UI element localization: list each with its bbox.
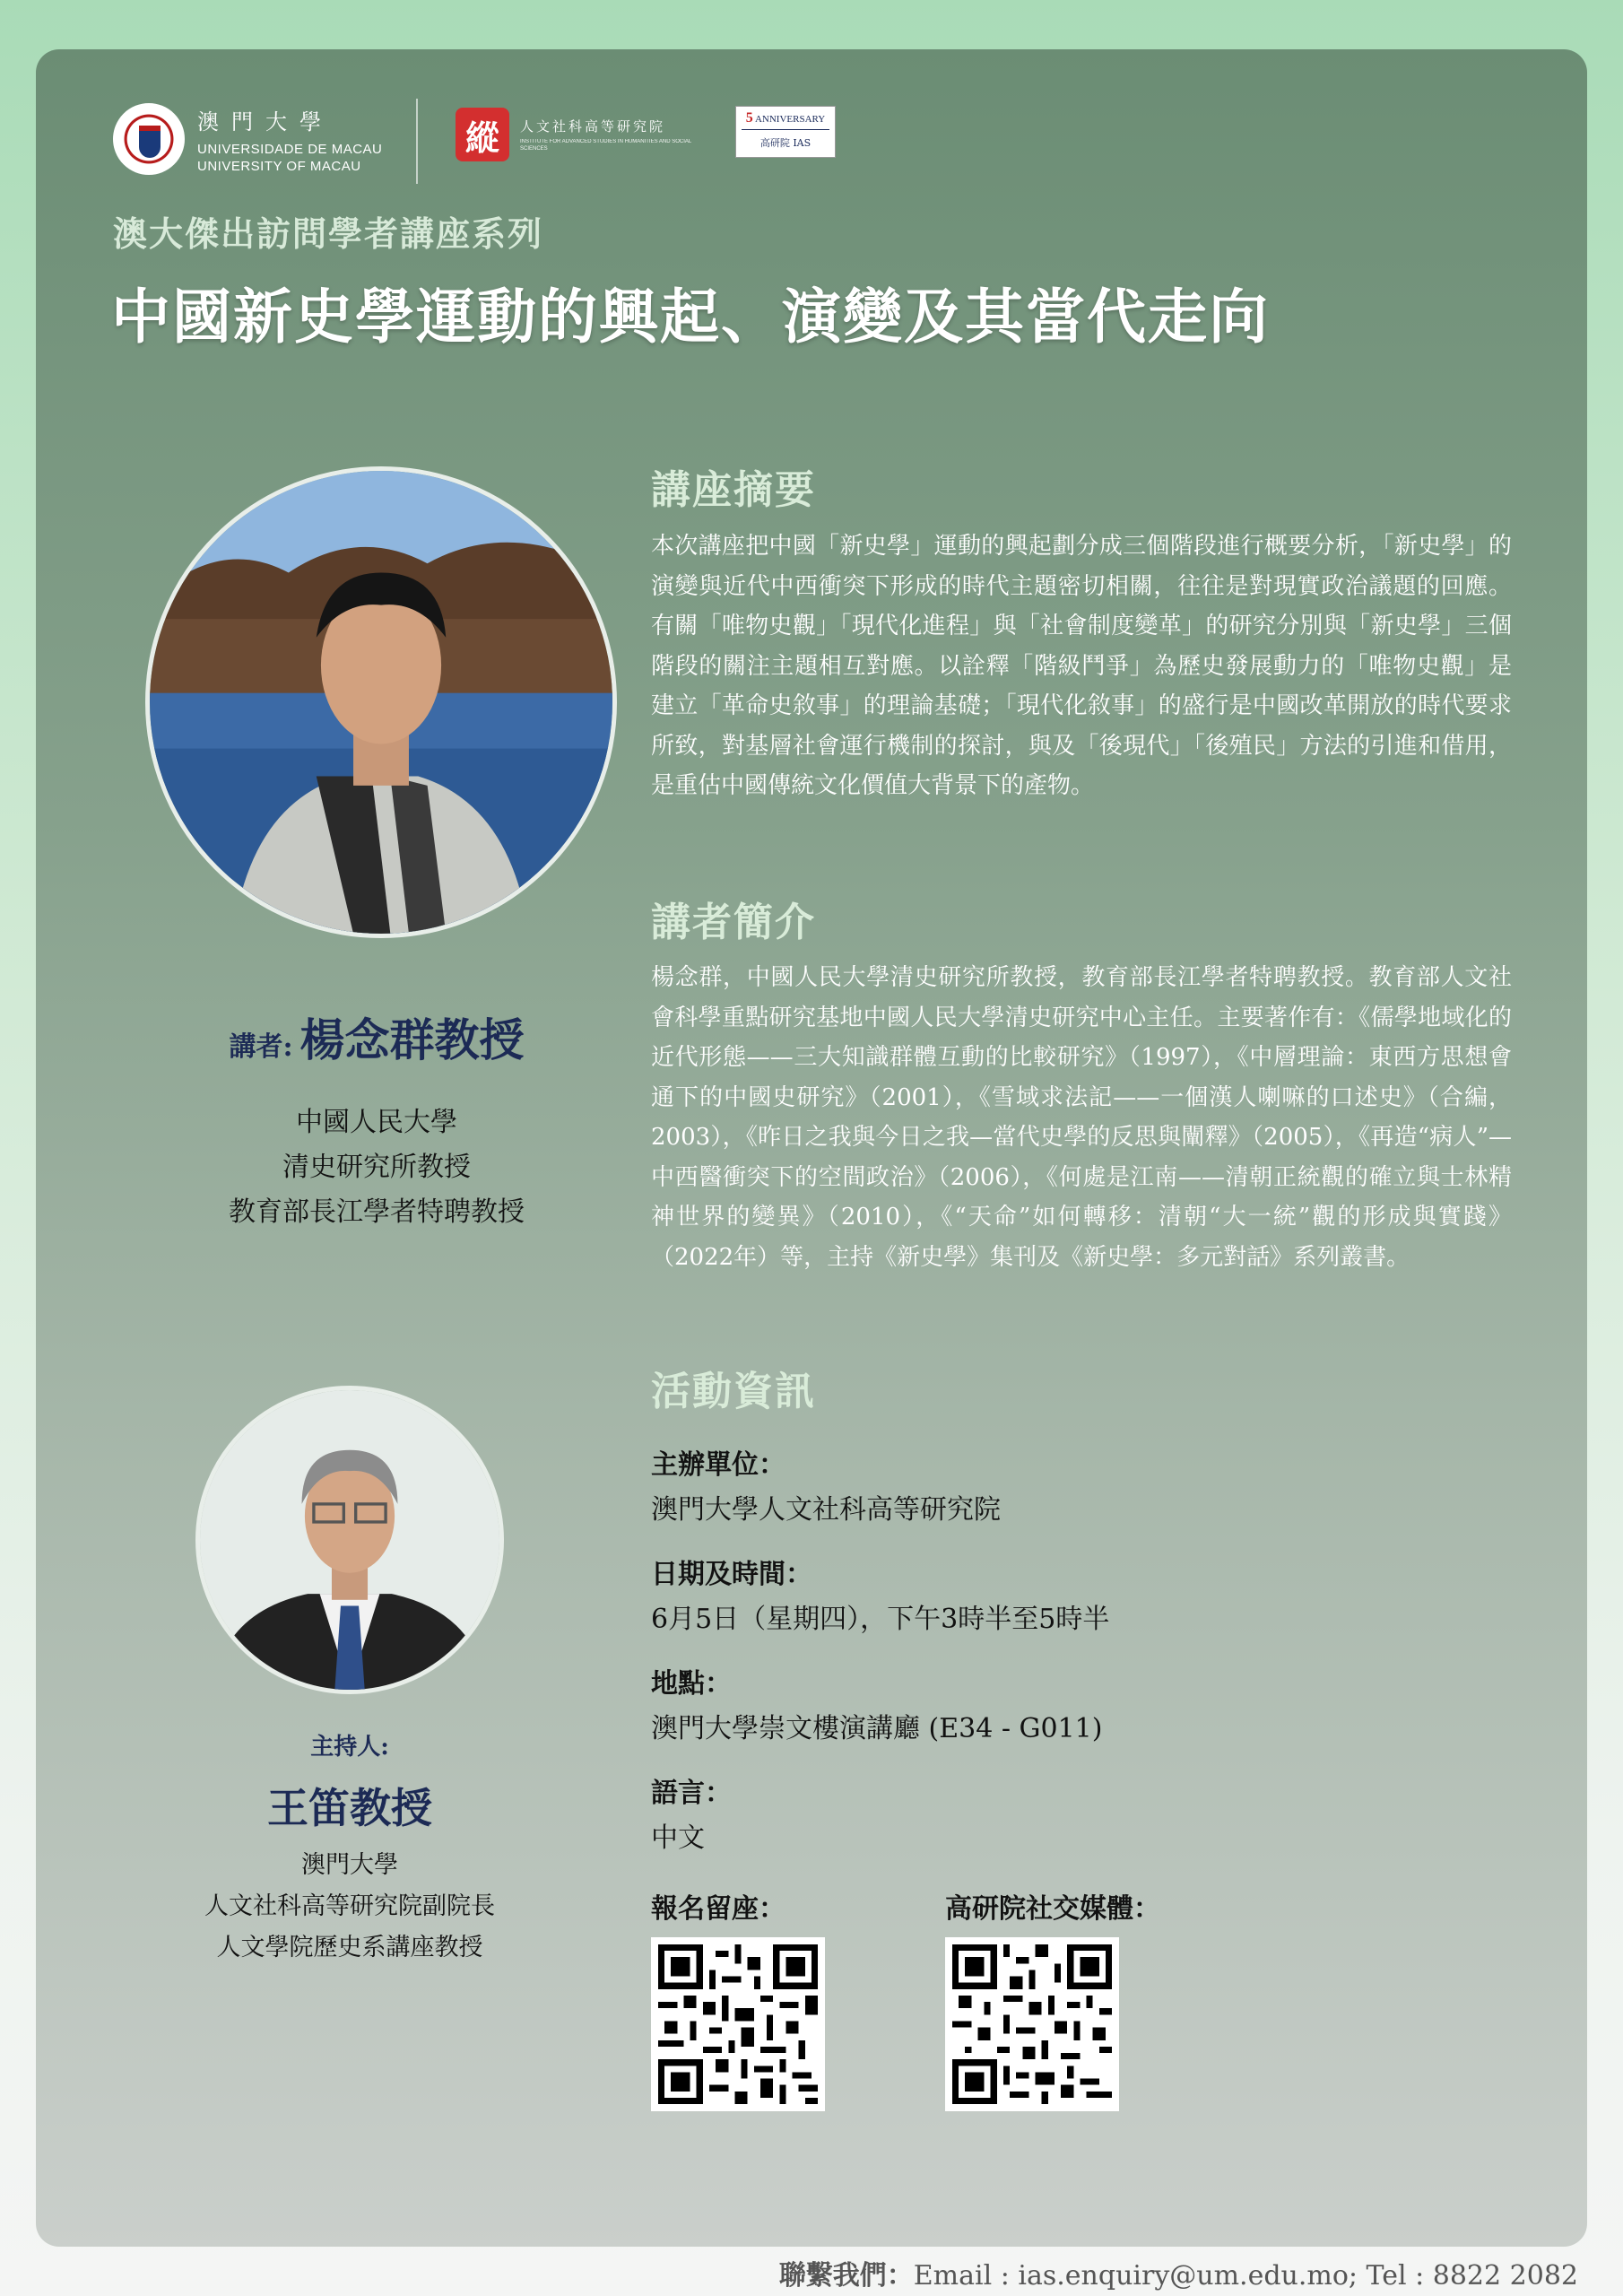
anniversary-badge (735, 106, 836, 158)
venue-value: 澳門大學崇文樓演講廳 (E34 - G011) (651, 1713, 1103, 1744)
anniversary-number: 5 (745, 110, 753, 126)
bio-text: 楊念群，中國人民大學清史研究所教授，教育部長江學者特聘教授。教育部人文社會科學重點研究基地中國人民大學清史研究中心主任。主要著作有：《儒學地域化的近代形態——三大知識群體互動的比較研究》（1997），《中層理論：東西方思想會通下的中國史研究》（2001），《雪域求法記——一個漢人喇嘛的口述史》（合編，2003），《昨日之我與今日之我—當代史學的反思與闡釋》（2005），《再造“病人”—中西醫衝突下的空間政治》（2006），《何處是江南——清朝正統觀的確立與士林精神世界的變異》（2010），《“天命”如何轉移：清朝“大一統”觀的形成與實踐》（2022年）等，主持《新史學》集刊及《新史學：多元對話》系列叢書。 (651, 964, 1512, 1271)
um-portuguese-name: UNIVERSIDADE DE MACAU (197, 141, 383, 157)
contact-details[interactable]: Email : ias.enquiry@um.edu.mo; Tel : 8822 2082 (913, 2260, 1578, 2292)
datetime-block (651, 1552, 1458, 1636)
social-media-qr-code[interactable] (945, 1937, 1119, 2111)
lecture-series-title: 澳大傑出訪問學者講座系列 (113, 213, 544, 254)
speaker-affiliation-line: 教育部長江學者特聘教授 (229, 1196, 525, 1228)
organizer-block (651, 1442, 1458, 1526)
ias-chinese-name: 人文社科高等研究院 (520, 118, 666, 135)
anniversary-ias-label: 高研院 IAS (759, 137, 812, 149)
bio-heading: 講者簡介 (651, 900, 816, 945)
ias-logo (456, 108, 699, 161)
host-affiliation-line: 人文社科高等研究院副院長 (204, 1892, 495, 1920)
speaker-photo (145, 466, 617, 938)
register-qr-label: 報名留座： (651, 1893, 785, 1925)
speaker-affiliation-line: 中國人民大學 (296, 1107, 457, 1138)
contact-info (779, 2253, 1578, 2292)
host-affiliation-line: 人文學院歷史系講座教授 (216, 1934, 483, 1961)
university-of-macau-logo (113, 103, 382, 175)
host-affiliation-line: 澳門大學 (301, 1851, 398, 1879)
host-name: 王笛教授 (267, 1784, 432, 1832)
ias-mark-icon: 縱 (456, 108, 509, 161)
ias-english-name: INSTITUTE FOR ADVANCED STUDIES IN HUMANITIES AND SOCIAL SCIENCES (520, 139, 692, 152)
logo-divider (416, 99, 418, 184)
contact-label: 聯繫我們： (778, 2260, 914, 2292)
organizer-label: 主辦單位： (651, 1449, 785, 1481)
venue-block (651, 1661, 1458, 1745)
university-seal-icon (113, 103, 185, 175)
speaker-name: 楊念群教授 (299, 1013, 525, 1066)
register-qr-code[interactable] (651, 1937, 825, 2111)
um-english-name: UNIVERSITY OF MACAU (197, 158, 361, 174)
speaker-affiliation-line: 清史研究所教授 (282, 1152, 471, 1183)
poster-card (36, 49, 1587, 2247)
abstract-text: 本次講座把中國「新史學」運動的興起劃分成三個階段進行概要分析，「新史學」的演變與近代中西衝突下形成的時代主題密切相關，往往是對現實政治議題的回應。有關「唯物史觀」「現代化進程」與「社會制度變革」的研究分別與「新史學」三個階段的關注主題相互對應。以詮釋「階級鬥爭」為歷史發展動力的「唯物史觀」是建立「革命史敘事」的理論基礎；「現代化敘事」的盛行是中國改革開放的時代要求所致，對基層社會運行機制的探討，與及「後現代」「後殖民」方法的引進和借用，是重估中國傳統文化價值大背景下的產物。 (651, 533, 1512, 799)
speaker-affiliation (161, 1100, 592, 1235)
lecture-title: 中國新史學運動的興起、演變及其當代走向 (111, 283, 1270, 352)
host-affiliation (143, 1845, 556, 1969)
um-chinese-name: 澳門大學 (197, 109, 334, 135)
abstract-heading: 講座摘要 (651, 467, 816, 513)
event-heading: 活動資訊 (651, 1369, 816, 1414)
language-label: 語言： (651, 1778, 732, 1809)
host-label: 主持人: (310, 1734, 389, 1761)
host-photo (195, 1386, 504, 1694)
speaker-label: 講者: (229, 1031, 293, 1063)
language-block (651, 1770, 1458, 1855)
speaker-heading (161, 1004, 592, 1069)
datetime-value: 6月5日（星期四），下午3時半至5時半 (651, 1604, 1110, 1635)
venue-label: 地點： (651, 1668, 732, 1700)
anniversary-word: ANNIVERSARY (754, 114, 826, 125)
language-value: 中文 (651, 1822, 705, 1854)
social-media-qr-label: 高研院社交媒體： (945, 1893, 1160, 1925)
organizer-value: 澳門大學人文社科高等研究院 (651, 1494, 1001, 1526)
datetime-label: 日期及時間： (651, 1559, 812, 1590)
